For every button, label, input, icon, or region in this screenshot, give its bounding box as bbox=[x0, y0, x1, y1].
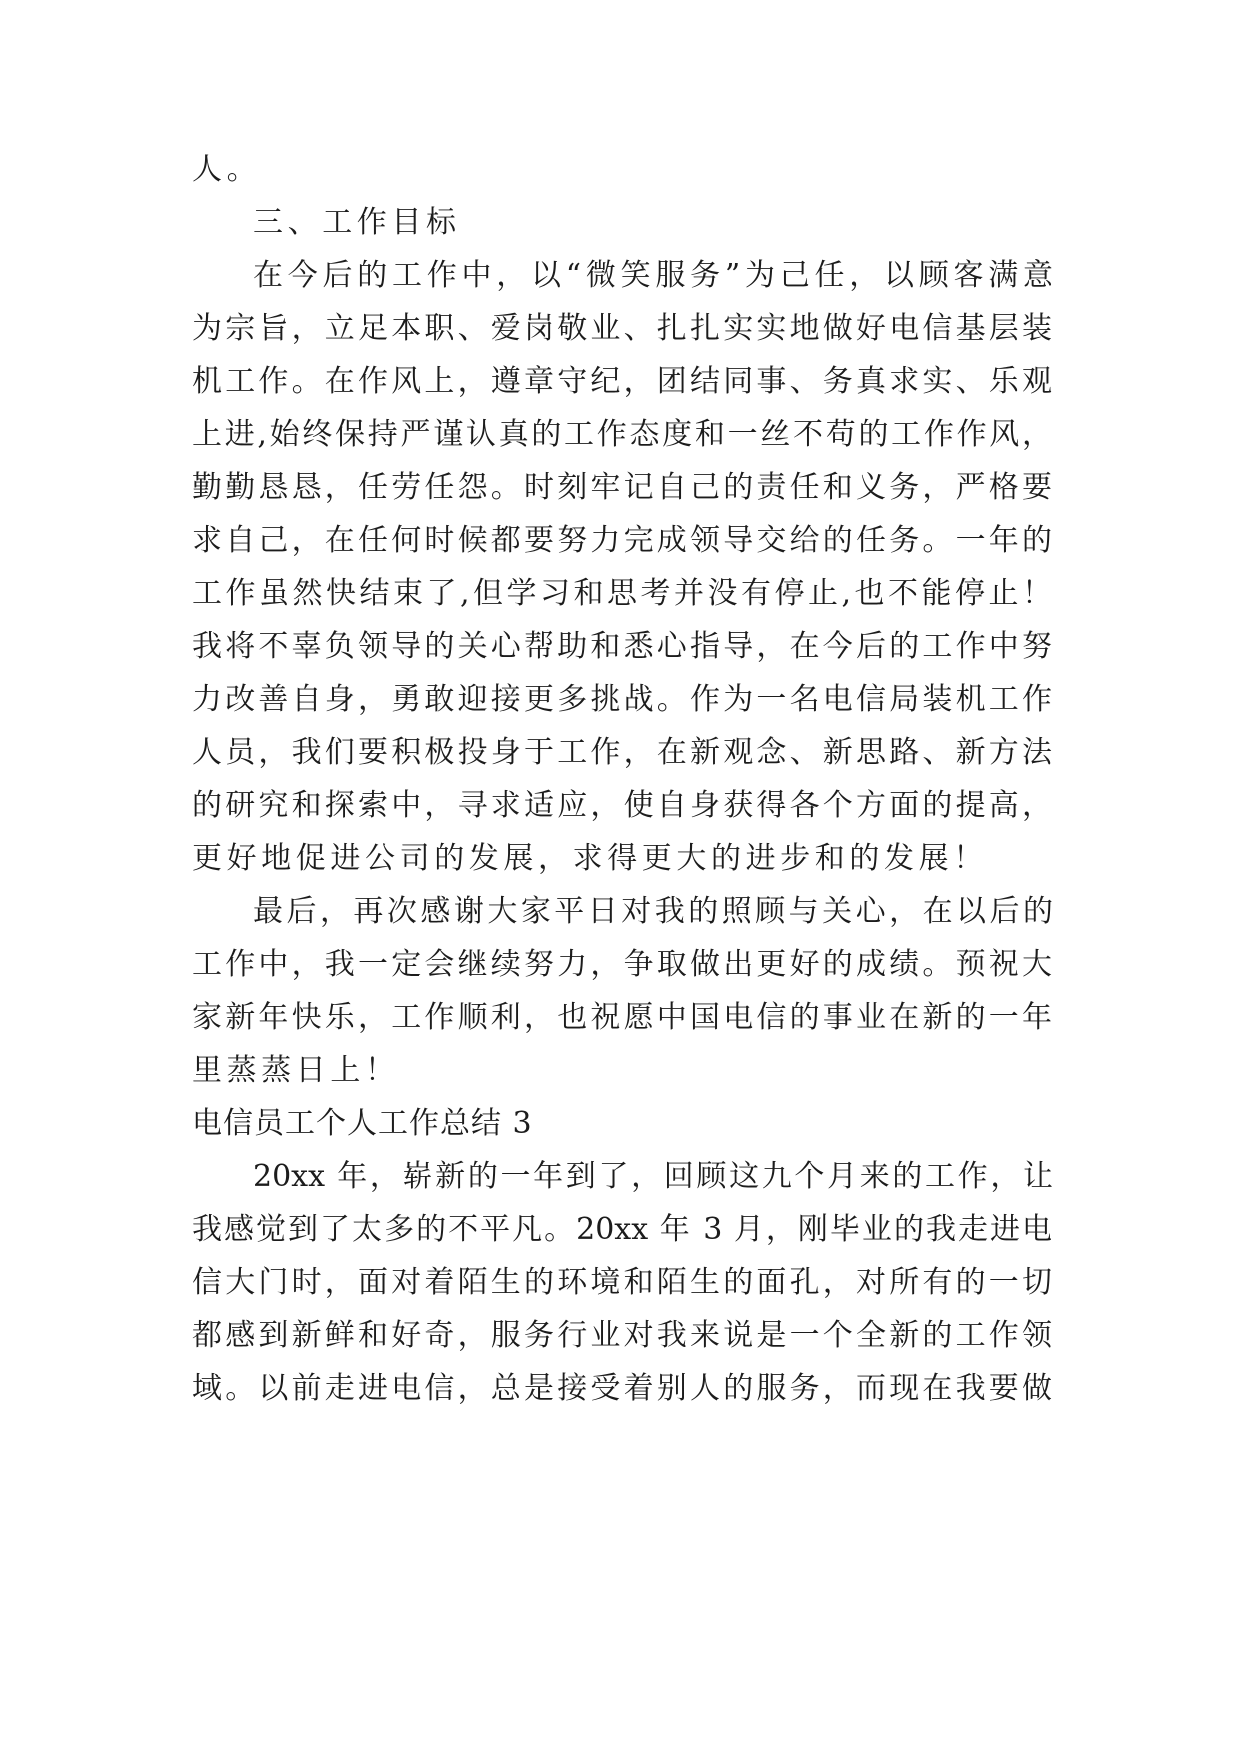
text-line: 工作虽然快结束了,但学习和思考并没有停止,也不能停止！ bbox=[192, 576, 1052, 611]
text-line: 我将不辜负领导的关心帮助和悉心指导，在今后的工作中努 bbox=[192, 629, 1052, 664]
text-line: 为宗旨，立足本职、爱岗敬业、扎扎实实地做好电信基层装 bbox=[192, 311, 1052, 346]
text-line: 上进,始终保持严谨认真的工作态度和一丝不苟的工作作风， bbox=[192, 417, 1052, 452]
text-line: 工作中，我一定会继续努力，争取做出更好的成绩。预祝大 bbox=[192, 947, 1052, 982]
text-line: 力改善自身，勇敢迎接更多挑战。作为一名电信局装机工作 bbox=[192, 682, 1052, 717]
text-line: 机工作。在作风上，遵章守纪，团结同事、务真求实、乐观 bbox=[192, 364, 1052, 399]
text-line: 信大门时，面对着陌生的环境和陌生的面孔，对所有的一切 bbox=[192, 1265, 1052, 1300]
text-line: 的研究和探索中，寻求适应，使自身获得各个方面的提高， bbox=[192, 788, 1052, 823]
text-line: 里蒸蒸日上！ bbox=[192, 1053, 400, 1088]
text-line: 都感到新鲜和好奇，服务行业对我来说是一个全新的工作领 bbox=[192, 1318, 1052, 1353]
text-line: 勤勤恳恳，任劳任怨。时刻牢记自己的责任和义务，严格要 bbox=[192, 470, 1052, 505]
text-line: 20xx 年，崭新的一年到了，回顾这九个月来的工作，让 bbox=[253, 1159, 1053, 1194]
text-line: 最后，再次感谢大家平日对我的照顾与关心，在以后的 bbox=[253, 894, 1053, 929]
text-line: 求自己，在任何时候都要努力完成领导交给的任务。一年的 bbox=[192, 523, 1052, 558]
text-line: 我感觉到了太多的不平凡。20xx 年 3 月，刚毕业的我走进电 bbox=[192, 1212, 1052, 1247]
text-line: 家新年快乐，工作顺利，也祝愿中国电信的事业在新的一年 bbox=[192, 1000, 1052, 1035]
text-line: 域。以前走进电信，总是接受着别人的服务，而现在我要做 bbox=[192, 1371, 1052, 1406]
article-title: 电信员工个人工作总结 3 bbox=[192, 1106, 533, 1141]
text-line: 人员，我们要积极投身于工作，在新观念、新思路、新方法 bbox=[192, 735, 1052, 770]
text-line: 在今后的工作中，以“微笑服务”为己任，以顾客满意 bbox=[253, 258, 1053, 293]
text-line: 人。 bbox=[192, 152, 262, 187]
section-heading: 三、工作目标 bbox=[253, 205, 461, 240]
text-line: 更好地促进公司的发展，求得更大的进步和的发展！ bbox=[192, 841, 988, 876]
